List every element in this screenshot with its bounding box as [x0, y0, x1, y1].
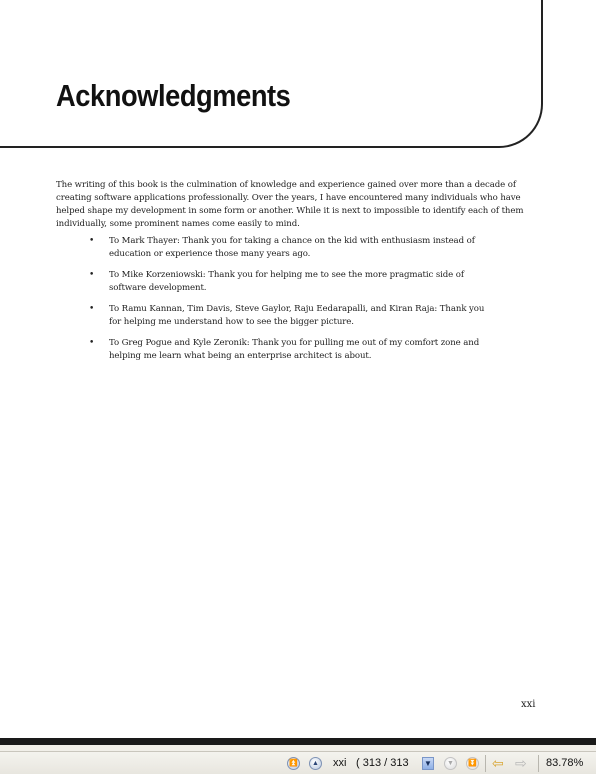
previous-page-icon: ▲ [312, 760, 319, 767]
previous-page-button[interactable] [309, 757, 322, 770]
page-folio: xxi [521, 699, 536, 710]
acknowledgment-text: To Mark Thayer: Thank you for taking a chance on the kid with enthusiasm instead of education or experience those many years ago. [109, 236, 475, 259]
bullet-icon: • [89, 304, 95, 314]
bullet-icon: • [89, 338, 95, 348]
statusbar-divider [538, 755, 539, 772]
acknowledgment-item [56, 235, 486, 261]
page-select-dropdown[interactable] [422, 757, 434, 770]
page-position-indicator: ( 313 / 313 [356, 757, 409, 769]
next-page-button[interactable] [444, 757, 457, 770]
first-page-button[interactable] [287, 757, 300, 770]
acknowledgment-item [56, 303, 486, 329]
last-page-icon: ⏬ [468, 760, 477, 767]
zoom-level[interactable]: 83.78% [546, 757, 584, 769]
statusbar-top-border [0, 745, 596, 752]
acknowledgment-text: To Mike Korzeniowski: Thank you for helping me to see the more pragmatic side of software development. [109, 270, 464, 293]
acknowledgment-item [56, 337, 486, 363]
first-page-icon: ⏫ [289, 760, 298, 767]
bullet-icon: • [89, 270, 95, 280]
current-page-label[interactable]: xxi [333, 757, 347, 769]
viewer-statusbar [0, 752, 596, 774]
acknowledgment-item [56, 269, 486, 295]
chapter-heading-frame [0, 0, 543, 148]
intro-paragraph: The writing of this book is the culmination of knowledge and experience gained over more than a decade of creating software applications professionally. Over the years, I have encountered many individuals who have helped shape my development in some form or another. While it is next to impossible to identify each of them individually, some prominent names come easily to mind. [56, 180, 524, 229]
back-arrow-icon[interactable]: ⇦ [492, 755, 504, 771]
acknowledgment-text: To Ramu Kannan, Tim Davis, Steve Gaylor, Raju Eedarapalli, and Kiran Raja: Thank you for helping me understand how to see the bigger picture. [109, 304, 485, 327]
acknowledgment-list [56, 235, 486, 371]
next-page-icon: ▼ [447, 760, 454, 767]
chevron-down-icon: ▼ [424, 759, 432, 768]
chapter-title: Acknowledgments [56, 78, 291, 113]
forward-arrow-icon[interactable]: ⇨ [515, 755, 527, 771]
bullet-icon: • [89, 236, 95, 246]
page-bottom-border [0, 738, 596, 745]
acknowledgment-text: To Greg Pogue and Kyle Zeronik: Thank you for pulling me out of my comfort zone and helping me learn what being an enterprise architect is about. [109, 338, 480, 361]
statusbar-divider [485, 755, 486, 772]
last-page-button[interactable] [466, 757, 479, 770]
